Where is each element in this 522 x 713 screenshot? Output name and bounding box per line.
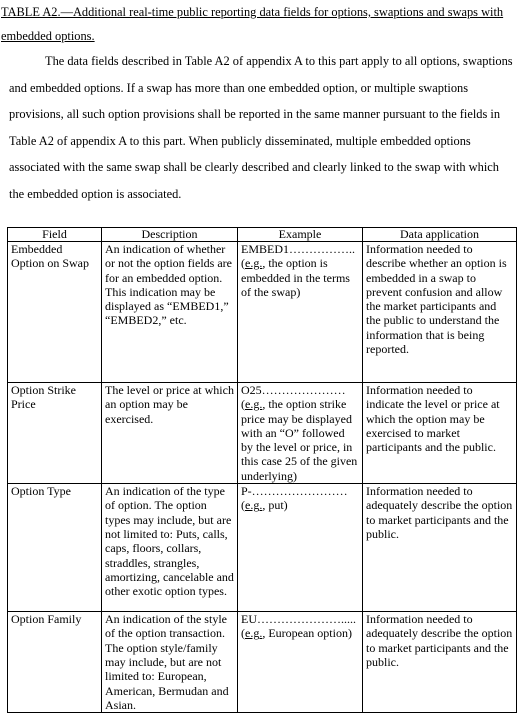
example-code: P-……………………: [241, 484, 348, 499]
data-application-cell: Information needed to describe whether an option is embedded in a swap to prevent confusion and allow the market participants and the public to understand the information that is being reported.: [363, 242, 517, 383]
eg-abbreviation: e.g.: [245, 626, 263, 641]
table-heading: TABLE A2.—Additional real-time public reporting data fields for options, swaptions and swaps with embedded options.: [1, 5, 504, 43]
example-cell: O25………………… (e.g., the option strike price may be displayed with an “O” followed by the level or price, in this case 25 of the given underlying): [238, 383, 363, 484]
table-header-row: [8, 228, 517, 242]
eg-abbreviation: e.g.: [245, 256, 263, 271]
table-row: [8, 383, 517, 484]
header-description: Description: [102, 228, 238, 242]
example-cell: P-…………………… (e.g., put): [238, 484, 363, 612]
data-application-cell: Information needed to adequately describe the option to market participants and the public.: [363, 484, 517, 612]
table-row: [8, 484, 517, 612]
eg-abbreviation: e.g.: [245, 397, 263, 412]
description-cell: An indication of the type of option. The option types may include, but are not limited to: Puts, calls, caps, floors, collars, straddles, strangles, amortizing, cancelable and other exotic option types.: [102, 484, 238, 612]
example-cell: EU…………………..... (e.g., European option): [238, 612, 363, 713]
example-code: O25…………………: [241, 383, 346, 397]
field-cell: Option Type: [8, 484, 102, 612]
eg-abbreviation: e.g.: [245, 498, 263, 513]
table-row: [8, 242, 517, 383]
example-note: , the option strike price may be displayed with an “O” followed by the level or price, in this case 25 of the given underlying): [241, 397, 358, 483]
data-fields-table: [7, 227, 517, 713]
example-note: , put): [262, 498, 288, 513]
description-cell: An indication of whether or not the option fields are for an embedded option. This indication may be displayed as “EMBED1,” “EMBED2,” etc.: [102, 242, 238, 383]
table-row: [8, 612, 517, 713]
description-cell: An indication of the style of the option transaction. The option style/family may include, but are not limited to: European, American, Bermudan and Asian.: [102, 612, 238, 713]
description-cell: The level or price at which an option may be exercised.: [102, 383, 238, 484]
field-cell: Option Strike Price: [8, 383, 102, 484]
data-application-cell: Information needed to indicate the level or price at which the option may be exercised to market participants and the public.: [363, 383, 517, 484]
example-code: EU………………….....: [241, 612, 356, 627]
header-field: Field: [8, 228, 102, 242]
intro-paragraph: The data fields described in Table A2 of appendix A to this part apply to all options, swaptions and embedded options. If a swap has more than one embedded option, or multiple swaptions provisions, all such option provisions shall be reported in the same manner pursuant to the fields in Table A2 of appendix A to this part. When publicly disseminated, multiple embedded options associated with the same swap shall be clearly described and clearly linked to the swap with which the embedded option is associated.: [9, 54, 513, 201]
header-example: Example: [238, 228, 363, 242]
field-cell: Option Family: [8, 612, 102, 713]
example-cell: EMBED1…………….. (e.g., the option is embedded in the terms of the swap): [238, 242, 363, 383]
example-code: EMBED1……………..: [241, 242, 355, 256]
example-note: , European option): [262, 626, 352, 641]
header-data-application: Data application: [363, 228, 517, 242]
field-cell: Embedded Option on Swap: [8, 242, 102, 383]
example-note: , the option is embedded in the terms of the swap): [241, 256, 350, 299]
data-application-cell: Information needed to adequately describe the option to market participants and the public.: [363, 612, 517, 713]
